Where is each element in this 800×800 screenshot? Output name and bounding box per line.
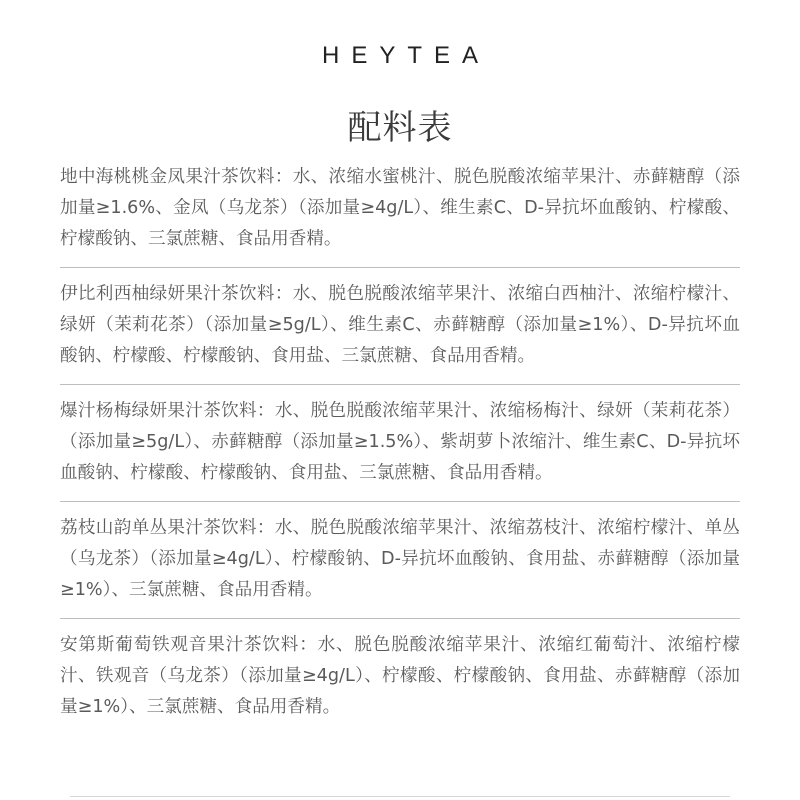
divider [60,501,740,502]
brand-logo: HEYTEA [321,42,491,69]
divider [60,267,740,268]
divider [60,384,740,385]
divider [60,618,740,619]
ingredient-entry-grapefruit: 伊比利西柚绿妍果汁茶饮料：水、脱色脱酸浓缩苹果汁、浓缩白西柚汁、浓缩柠檬汁、绿妍（茉莉花茶）（添加量≥5g/L）、维生素C、赤藓糖醇（添加量≥1%）、D-异抗坏血酸钠、柠檬酸、柠檬酸钠、食用盐、三氯蔗糖、食品用香精。 [60,284,740,366]
ingredient-list [60,162,740,723]
bottom-divider [70,796,730,797]
ingredient-entry-bayberry: 爆汁杨梅绿妍果汁茶饮料：水、脱色脱酸浓缩苹果汁、浓缩杨梅汁、绿妍（茉莉花茶）（添加量≥5g/L）、赤藓糖醇（添加量≥1.5%）、紫胡萝卜浓缩汁、维生素C、D-异抗坏血酸钠、柠檬酸、柠檬酸钠、食用盐、三氯蔗糖、食品用香精。 [60,401,740,483]
ingredient-entry-lychee: 荔枝山韵单丛果汁茶饮料：水、脱色脱酸浓缩苹果汁、浓缩荔枝汁、浓缩柠檬汁、单丛（乌龙茶）（添加量≥4g/L）、柠檬酸钠、D-异抗坏血酸钠、食用盐、赤藓糖醇（添加量≥1%）、三氯蔗糖、食品用香精。 [60,518,740,600]
page-title: 配料表 [347,108,453,148]
ingredient-entry-grape: 安第斯葡萄铁观音果汁茶饮料：水、脱色脱酸浓缩苹果汁、浓缩红葡萄汁、浓缩柠檬汁、铁观音（乌龙茶）（添加量≥4g/L）、柠檬酸、柠檬酸钠、食用盐、赤藓糖醇（添加量≥1%）、三氯蔗糖、食品用香精。 [60,635,740,717]
ingredient-entry-peach: 地中海桃桃金凤果汁茶饮料：水、浓缩水蜜桃汁、脱色脱酸浓缩苹果汁、赤藓糖醇（添加量≥1.6%、金凤（乌龙茶）（添加量≥4g/L）、维生素C、D-异抗坏血酸钠、柠檬酸、柠檬酸钠、三氯蔗糖、食品用香精。 [60,167,740,249]
